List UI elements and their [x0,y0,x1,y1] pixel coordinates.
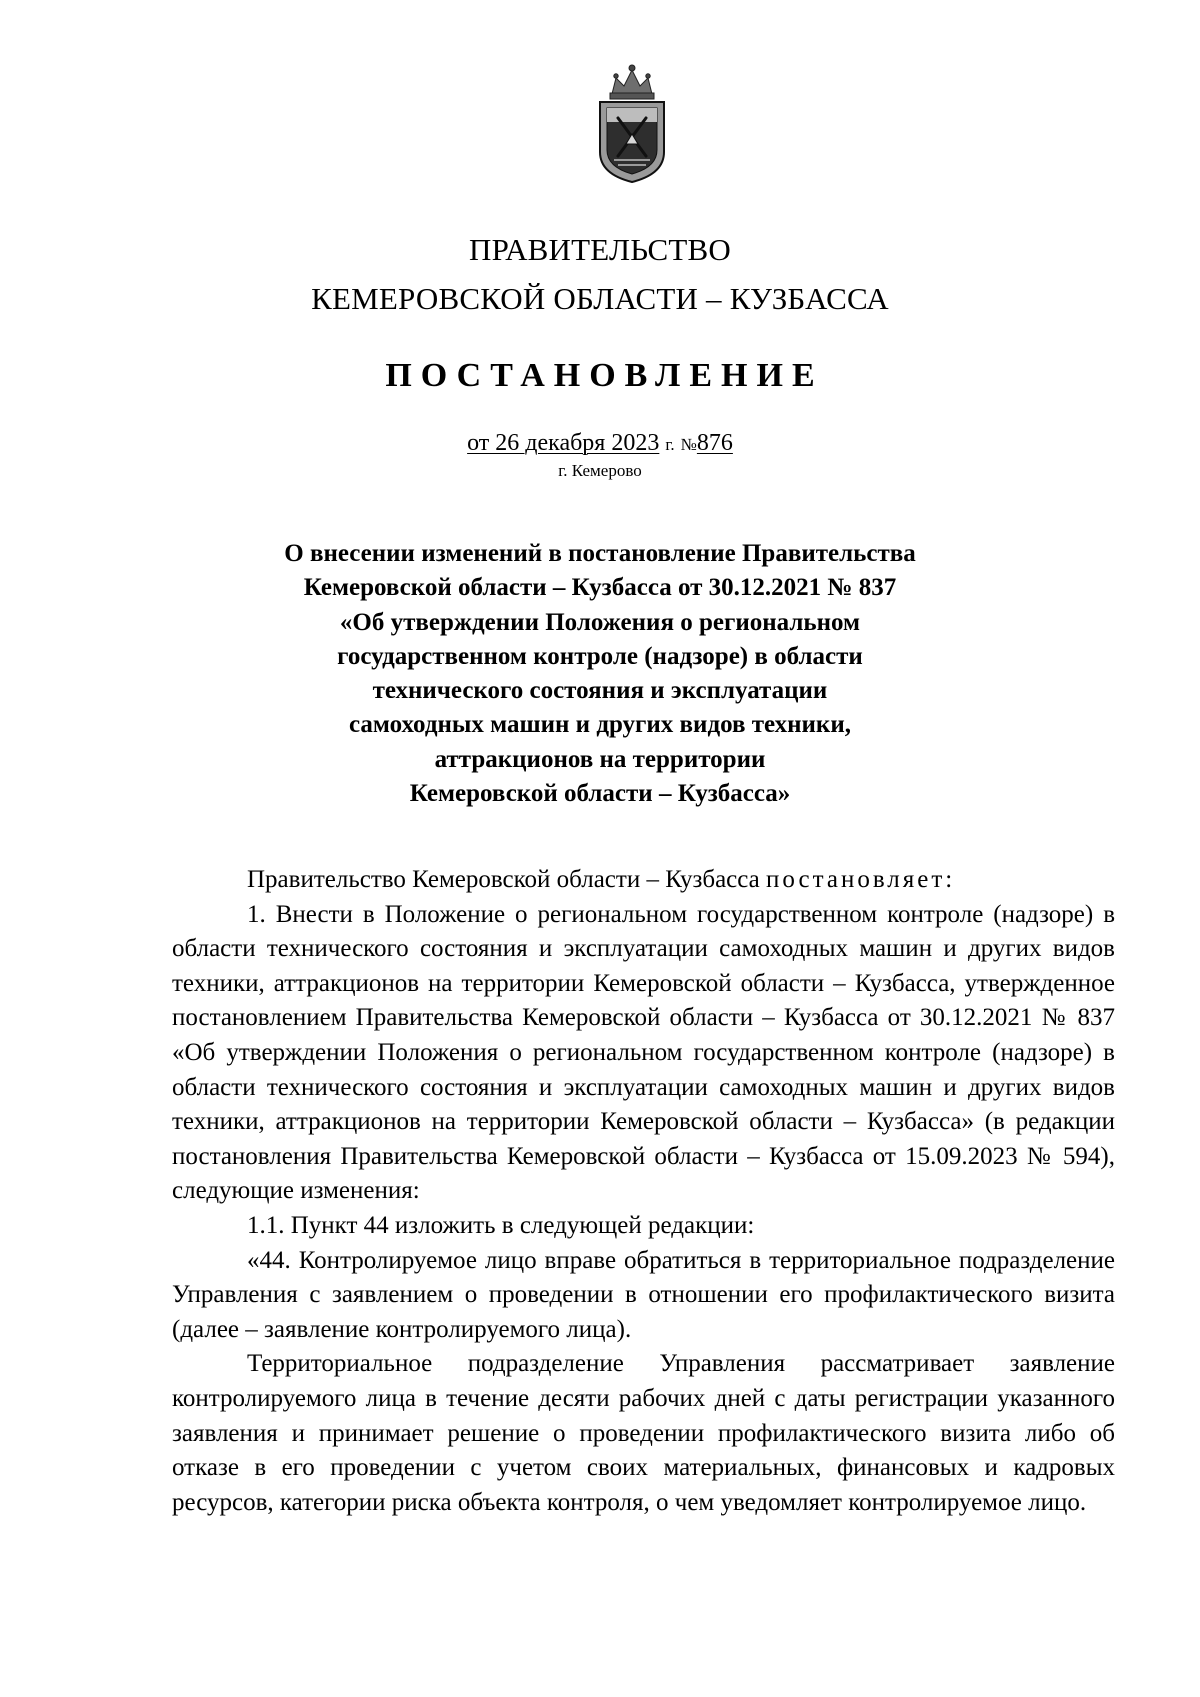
government-name-line-1: ПРАВИТЕЛЬСТВО [469,232,731,267]
document-date: от 26 декабря 2023 [467,430,660,456]
document-date-number [0,428,1200,460]
body-paragraph: 1. Внести в Положение о региональном государственном контроле (надзоре) в области технического состояния и эксплуатации самоходных машин и других видов техники, аттракционов на территории Кемеровской области – Кузбасса, утвержденное постановлением Правительства Кемеровской области – Кузбасса от 30.12.2021 № 837 «Об утверждении Положения о региональном государственном контроле (надзоре) в области технического состояния и эксплуатации самоходных машин и других видов техники, аттракционов на территории Кемеровской области – Кузбасса» (в редакции постановления Правительства Кемеровской области – Кузбасса от 15.09.2023 № 594), следующие изменения: [172,900,1115,1205]
title-line: Кемеровской области – Кузбасса от 30.12.2021 № 837 [303,574,897,602]
document-city: г. Кемерово [558,461,642,480]
body-paragraph: «44. Контролируемое лицо вправе обратиться в территориальное подразделение Управления с заявлением о проведении в отношении его профилактического визита (далее – заявление контролируемого лица). [172,1246,1115,1343]
coat-of-arms-emblem [596,60,668,186]
title-line: технического состояния и эксплуатации [372,677,828,705]
document-number: 876 [696,430,733,456]
preamble-text: Правительство Кемеровской области – Кузбасса [247,866,767,893]
year-suffix: г. [665,435,675,454]
document-title [180,537,1020,811]
preamble-paragraph [172,863,1115,898]
title-line: О внесении изменений в постановление Правительства [284,540,916,567]
document-body [172,863,1115,1520]
title-line: Кемеровской области – Кузбасса» [409,780,791,808]
body-paragraph: Территориальное подразделение Управления рассматривает заявление контролируемого лица в течение десяти рабочих дней с даты регистрации указанного заявления и принимает решение о проведении профилактического визита либо об отказе в его проведении с учетом своих материальных, финансовых и кадровых ресурсов, категории риска объекта контроля, о чем уведомляет контролируемое лицо. [172,1350,1115,1516]
document-type-heading: ПОСТАНОВЛЕНИЕ [385,357,824,394]
title-line: самоходных машин и других видов техники, [349,711,851,739]
number-sign: № [680,435,697,454]
title-line: «Об утверждении Положения о региональном [339,608,861,636]
body-paragraph: 1.1. Пункт 44 изложить в следующей редакции: [247,1211,755,1239]
title-line: аттракционов на территории [434,745,766,773]
resolves-word: постановляет: [766,866,956,893]
title-line: государственном контроле (надзоре) в области [337,642,863,670]
government-name-line-2: КЕМЕРОВСКОЙ ОБЛАСТИ – КУЗБАССА [311,281,889,316]
